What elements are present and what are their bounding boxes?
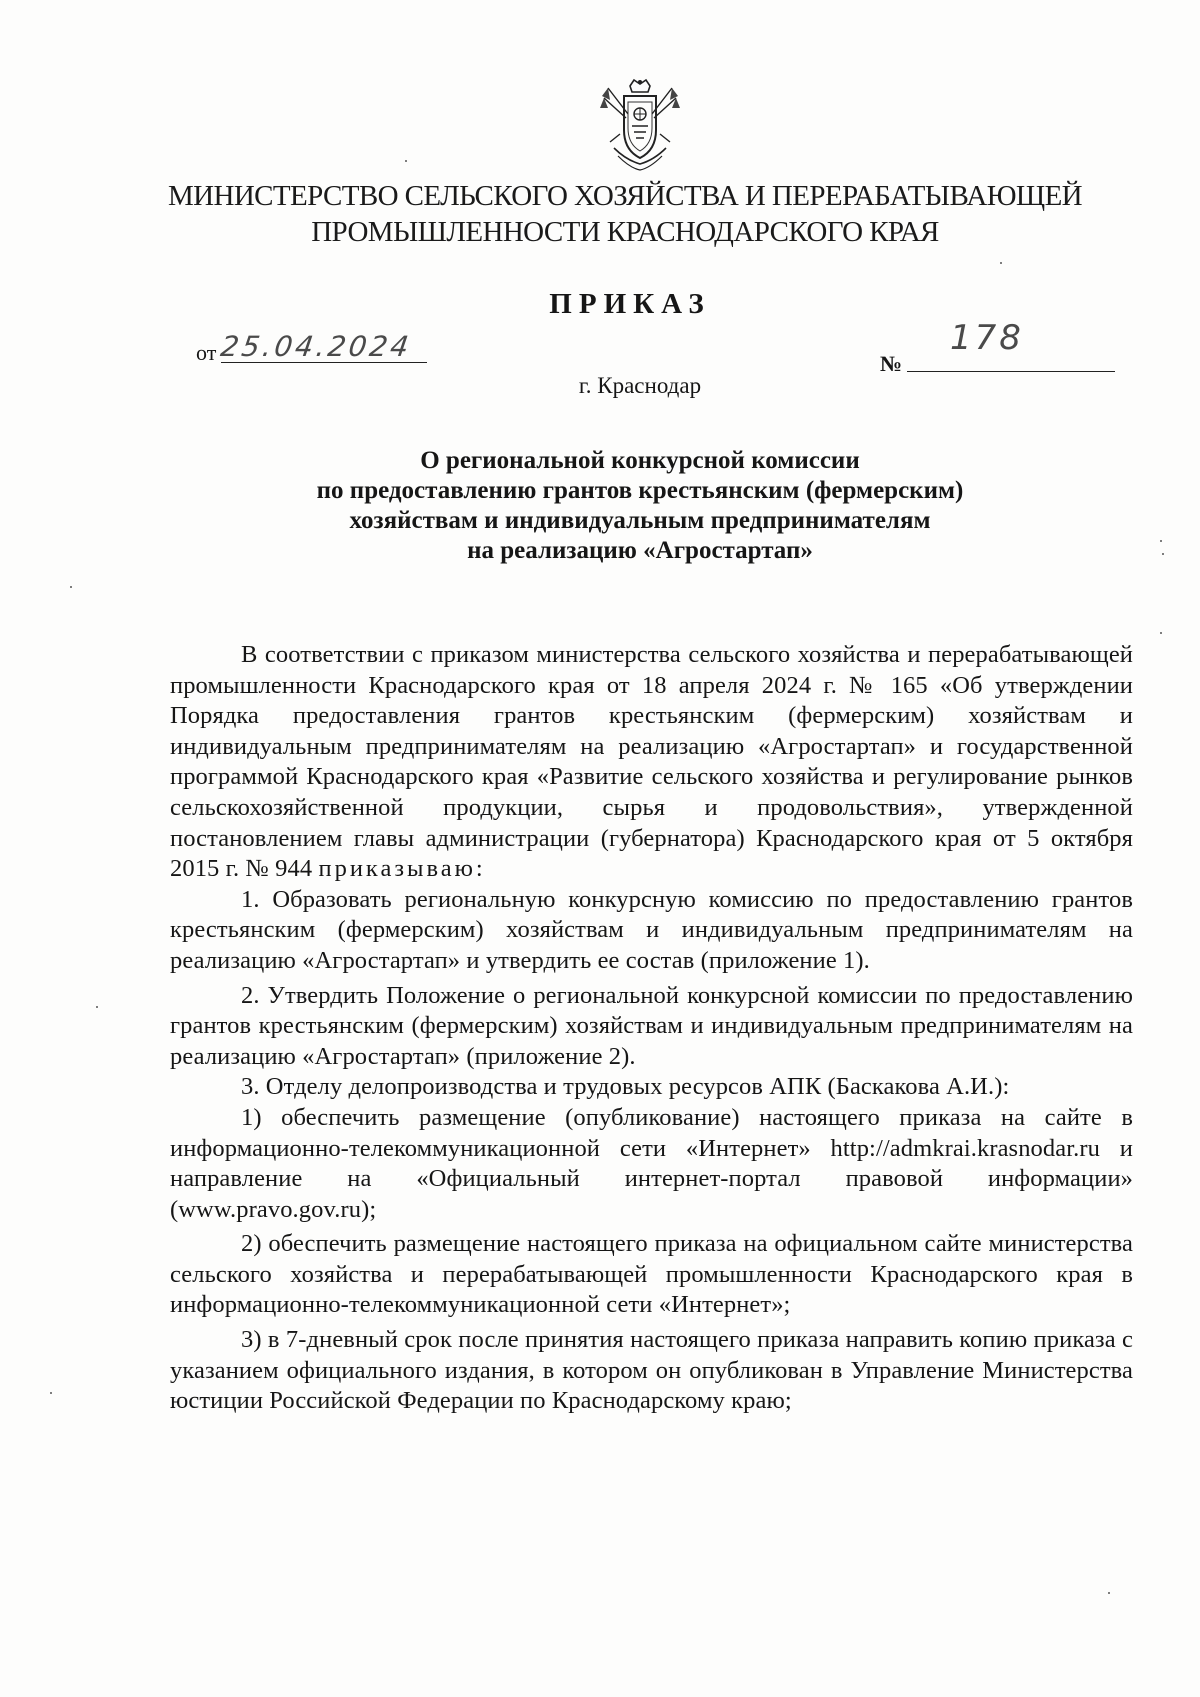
document-body (170, 640, 1133, 1417)
order-word: приказываю: (318, 855, 486, 883)
scan-speck (70, 586, 72, 588)
ministry-name (130, 178, 1120, 250)
preamble-paragraph (170, 640, 1133, 885)
item-3: 3. Отделу делопроизводства и трудовых ресурсов АПК (Баскакова А.И.): (241, 1073, 1010, 1101)
item-3-1: 1) обеспечить размещение (опубликование) настоящего приказа на сайте в информационно-телекоммуникационной сети «Интернет» http://admkrai.krasnodar.ru и направление на «Официальный интернет-портал правовой информации» (www.pravo.gov.ru); (170, 1103, 1133, 1223)
scan-speck (405, 160, 407, 162)
scan-speck (96, 1006, 98, 1008)
date-prefix: от (196, 340, 217, 365)
preamble-text: В соответствии с приказом министерства сельского хозяйства и перерабатывающей промышленности Краснодарского края от 18 апреля 2024 г. № 165 «Об утверждении Порядка предоставления грантов крестьянским (фермерским) хозяйствам и индивидуальным предпринимателям на реализацию «Агростартап» и государственной программой Краснодарского края «Развитие сельского хозяйства и регулирование рынков сельскохозяйственной продукции, сырья и продовольствия», утвержденной постановлением главы администрации (губернатора) Краснодарского края от 5 октября 2015 г. № 944 (170, 641, 1133, 883)
scan-speck (1160, 540, 1162, 542)
subject-line-4: на реализацию «Агростартап» (467, 537, 813, 564)
scan-speck (1162, 553, 1164, 555)
item-2: 2. Утвердить Положение о региональной конкурсной комиссии по предоставлению грантов крестьянским (фермерским) хозяйствам и индивидуальным предпринимателям на реализацию «Агростартап» (приложение 2). (170, 981, 1133, 1070)
scan-speck (50, 1392, 52, 1394)
scan-speck (1000, 262, 1002, 264)
document-subject (170, 446, 1110, 566)
subject-line-1: О региональной конкурсной комиссии (420, 447, 860, 474)
ministry-line-1: МИНИСТЕРСТВО СЕЛЬСКОГО ХОЗЯЙСТВА И ПЕРЕРАБАТЫВАЮЩЕЙ (167, 180, 1083, 212)
item-3-2: 2) обеспечить размещение настоящего приказа на официальном сайте министерства сельского хозяйства и перерабатывающей промышленности Краснодарского края в информационно-телекоммуникационной сети «Интернет»; (170, 1230, 1133, 1319)
item-3-3: 3) в 7-дневный срок после принятия настоящего приказа направить копию приказа с указанием официального издания, в котором он опубликован в Управление Министерства юстиции Российской Федерации по Краснодарскому краю; (170, 1326, 1133, 1415)
date-underline (221, 362, 427, 363)
handwritten-date: 25.04.2024 (218, 330, 414, 363)
scan-speck (1108, 1592, 1110, 1594)
subject-line-3: хозяйствам и индивидуальным предпринимателям (349, 507, 931, 534)
city: г. Краснодар (578, 373, 702, 398)
number-label: № (880, 351, 903, 376)
number-underline (907, 371, 1115, 372)
scan-speck (1160, 632, 1162, 634)
document-type: ПРИКАЗ (549, 288, 711, 320)
handwritten-number: 178 (950, 318, 1024, 358)
subject-line-2: по предоставлению грантов крестьянским (фермерским) (316, 477, 964, 504)
item-1: 1. Образовать региональную конкурсную комиссию по предоставлению грантов крестьянским (фермерским) хозяйствам и индивидуальным предпринимателям на реализацию «Агростартап» и утвердить ее состав (приложение 1). (170, 885, 1133, 974)
coat-of-arms-icon (600, 78, 680, 174)
ministry-line-2: ПРОМЫШЛЕННОСТИ КРАСНОДАРСКОГО КРАЯ (311, 216, 939, 248)
